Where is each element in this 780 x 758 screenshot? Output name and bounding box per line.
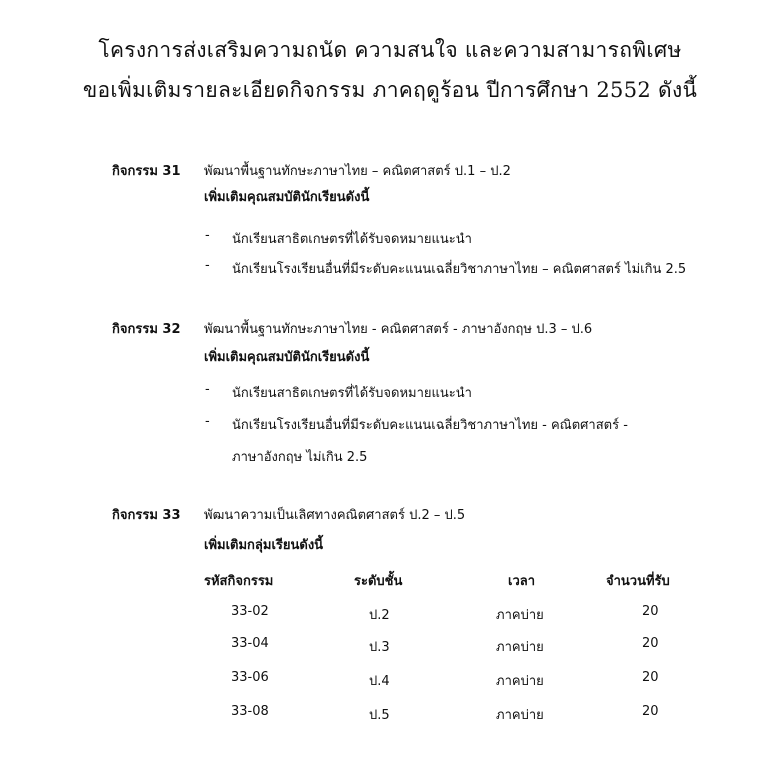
- bullet-item: นักเรียนโรงเรียนอื่นที่มีระดับคะแนนเฉลี่ยวิชาภาษาไทย - คณิตศาสตร์ -: [232, 418, 628, 433]
- bullet-item: นักเรียนสาธิตเกษตรที่ได้รับจดหมายแนะนำ: [232, 232, 472, 247]
- table-cell-code: 33-04: [231, 636, 269, 651]
- table-cell-level: ป.3: [369, 640, 390, 655]
- table-cell-code: 33-08: [231, 704, 269, 719]
- bullet-dash: -: [205, 382, 210, 397]
- table-cell-capacity: 20: [642, 604, 659, 619]
- table-cell-code: 33-02: [231, 604, 269, 619]
- heading-line-1: โครงการส่งเสริมความถนัด ความสนใจ และความสามารถพิเศษ: [98, 38, 682, 62]
- bullet-item: นักเรียนสาธิตเกษตรที่ได้รับจดหมายแนะนำ: [232, 386, 472, 401]
- activity-title: พัฒนาพื้นฐานทักษะภาษาไทย - คณิตศาสตร์ - ภาษาอังกฤษ ป.3 – ป.6: [204, 322, 593, 337]
- table-header-code: รหัสกิจกรรม: [204, 574, 274, 589]
- table-cell-time: ภาคบ่าย: [496, 708, 544, 723]
- table-cell-capacity: 20: [642, 636, 659, 651]
- activity-title: พัฒนาพื้นฐานทักษะภาษาไทย – คณิตศาสตร์ ป.1 – ป.2: [204, 164, 511, 179]
- table-cell-time: ภาคบ่าย: [496, 608, 544, 623]
- table-cell-time: ภาคบ่าย: [496, 674, 544, 689]
- activity-subheading: เพิ่มเติมคุณสมบัตินักเรียนดังนี้: [204, 190, 370, 205]
- table-header-time: เวลา: [508, 574, 536, 589]
- bullet-dash: -: [205, 414, 210, 429]
- activity-label: กิจกรรม 31: [112, 164, 181, 179]
- heading-line-2: ขอเพิ่มเติมรายละเอียดกิจกรรม ภาคฤดูร้อน ปีการศึกษา 2552 ดังนี้: [82, 78, 698, 102]
- activity-label: กิจกรรม 33: [112, 508, 181, 523]
- activity-subheading: เพิ่มเติมกลุ่มเรียนดังนี้: [204, 538, 324, 553]
- bullet-continuation: ภาษาอังกฤษ ไม่เกิน 2.5: [232, 450, 368, 465]
- activity-title: พัฒนาความเป็นเลิศทางคณิตศาสตร์ ป.2 – ป.5: [204, 508, 466, 523]
- bullet-item: นักเรียนโรงเรียนอื่นที่มีระดับคะแนนเฉลี่ยวิชาภาษาไทย – คณิตศาสตร์ ไม่เกิน 2.5: [232, 262, 687, 277]
- table-cell-capacity: 20: [642, 704, 659, 719]
- table-cell-level: ป.2: [369, 608, 390, 623]
- bullet-dash: -: [205, 258, 210, 273]
- table-header-capacity: จำนวนที่รับ: [606, 574, 670, 589]
- table-cell-level: ป.4: [369, 674, 390, 689]
- table-cell-time: ภาคบ่าย: [496, 640, 544, 655]
- activity-label: กิจกรรม 32: [112, 322, 181, 337]
- activity-subheading: เพิ่มเติมคุณสมบัตินักเรียนดังนี้: [204, 350, 370, 365]
- table-cell-level: ป.5: [369, 708, 390, 723]
- table-cell-code: 33-06: [231, 670, 269, 685]
- table-header-level: ระดับชั้น: [354, 574, 403, 589]
- table-cell-capacity: 20: [642, 670, 659, 685]
- bullet-dash: -: [205, 228, 210, 243]
